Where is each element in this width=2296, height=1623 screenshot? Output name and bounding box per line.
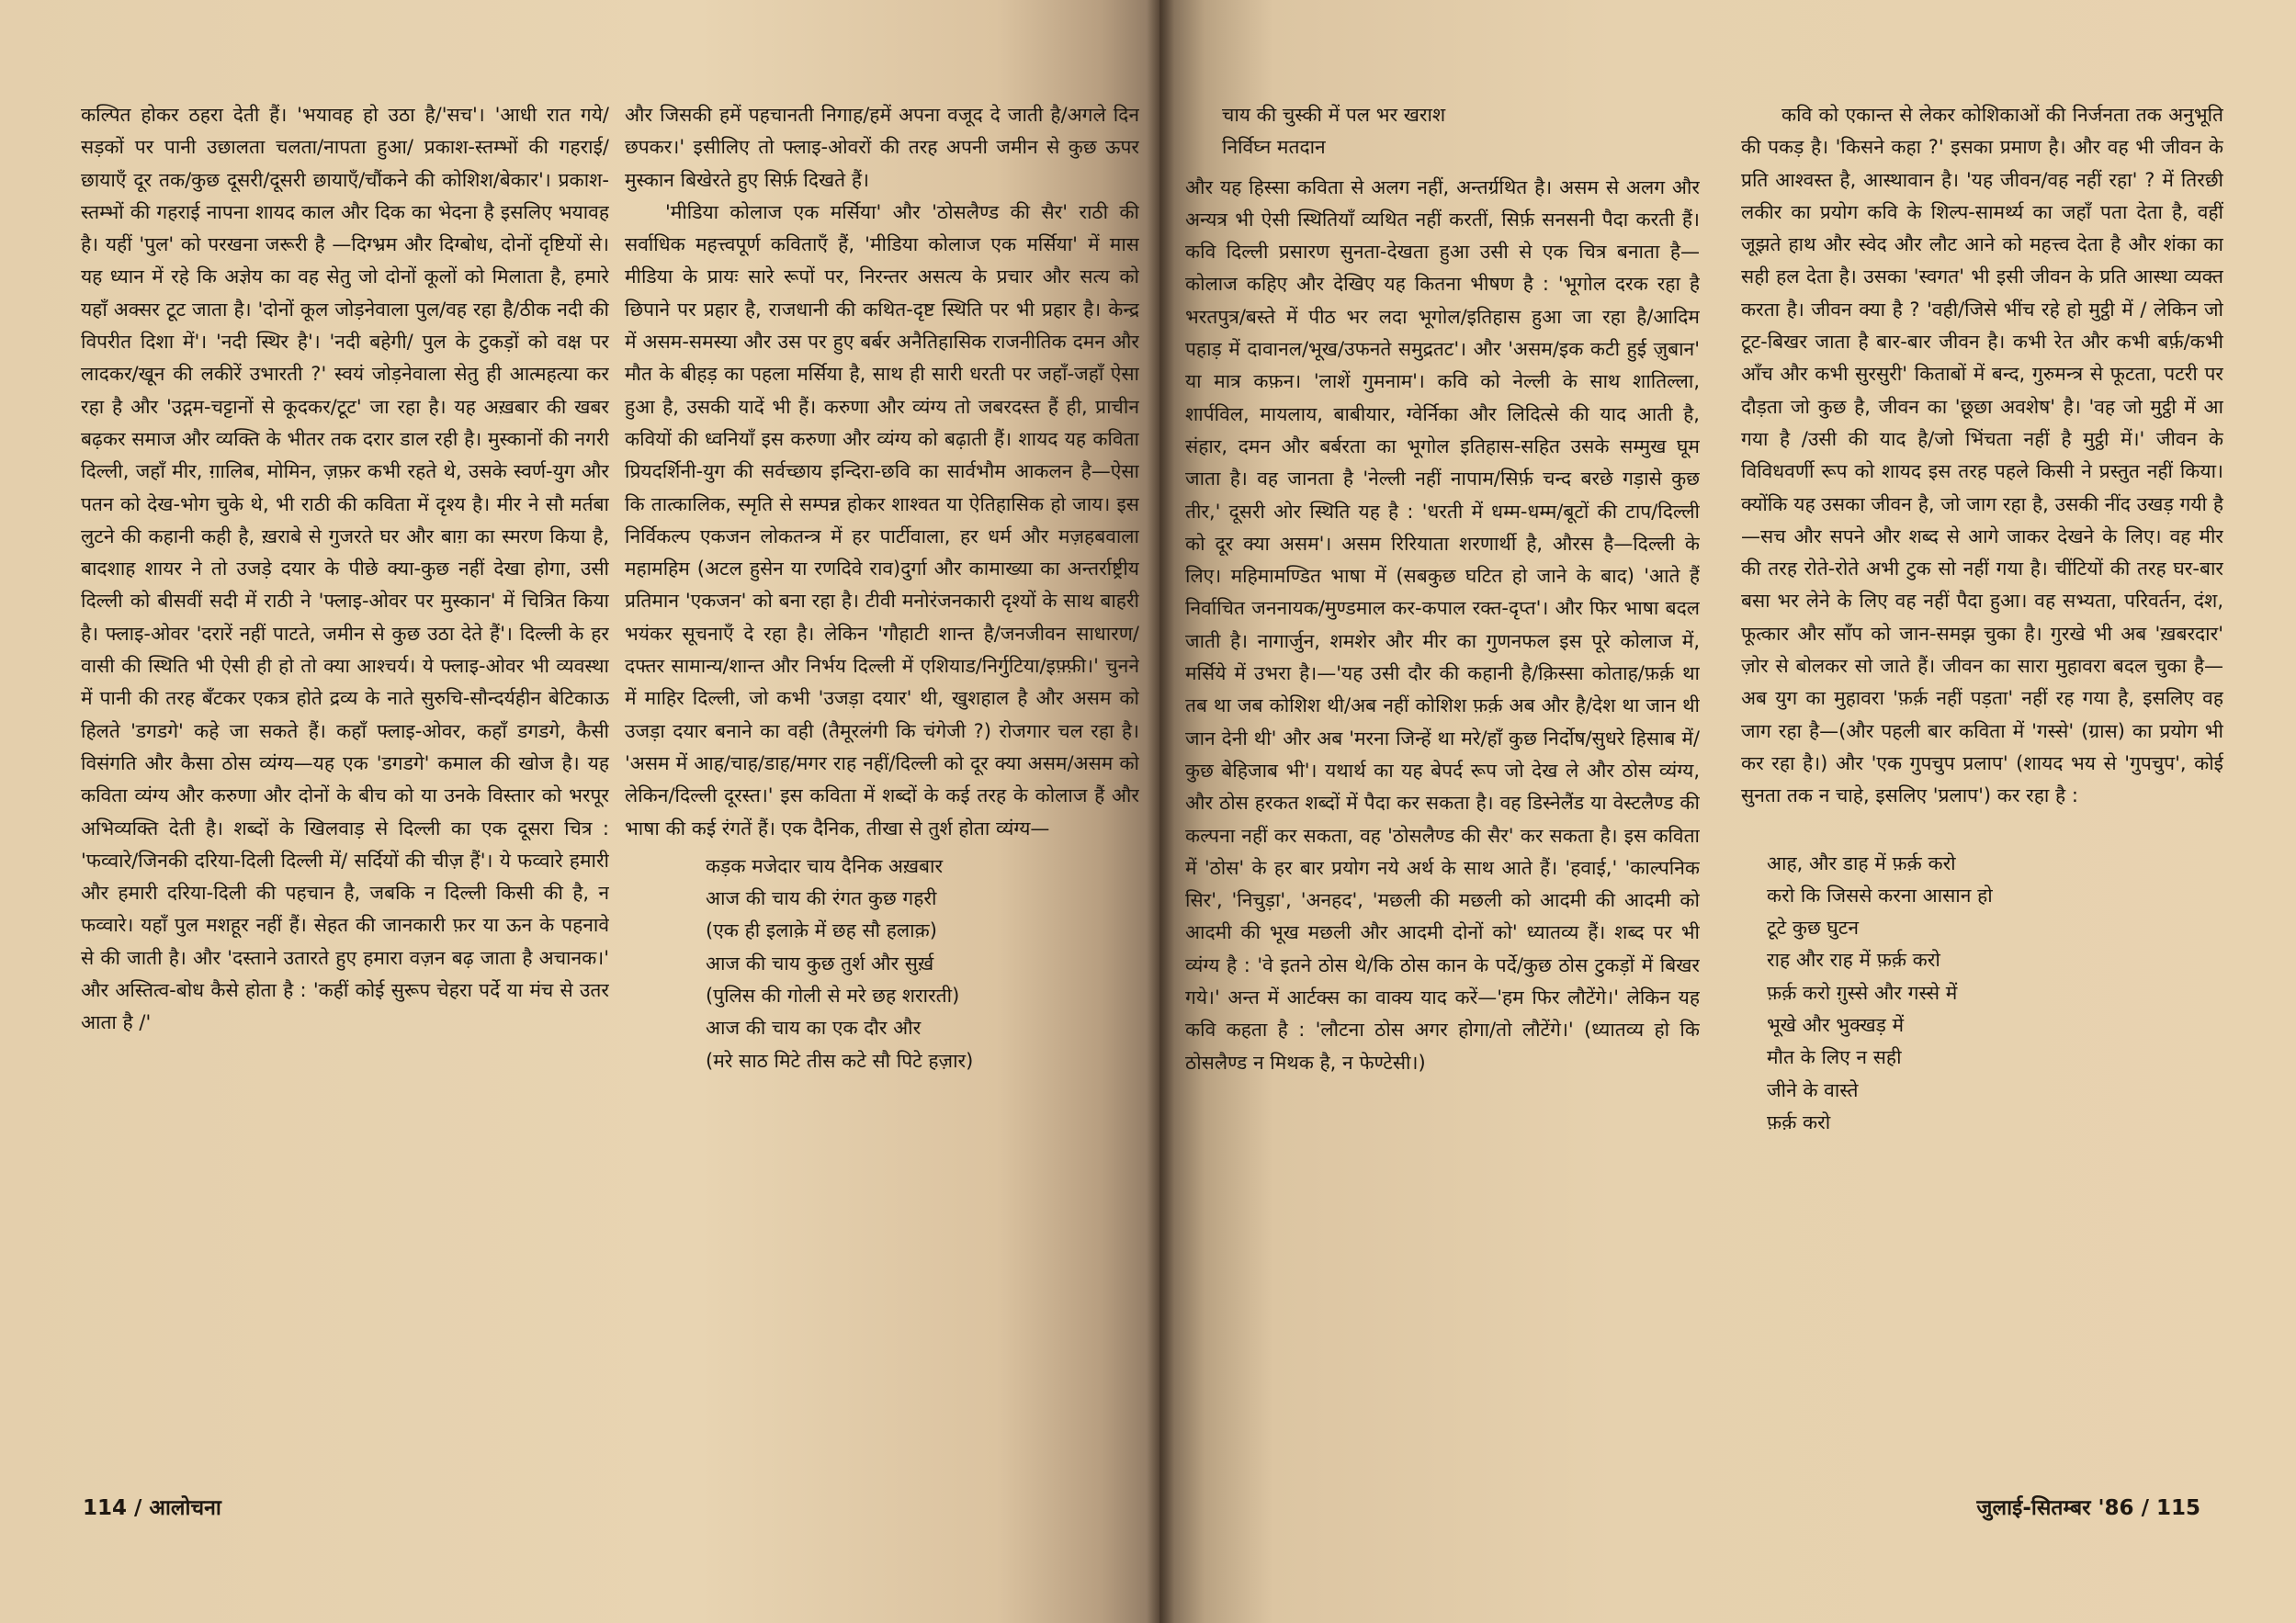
book-gutter	[1147, 0, 1174, 1623]
poem-line: आज की चाय की रंगत कुछ गहरी	[706, 887, 937, 910]
left-column-1	[81, 99, 609, 1477]
poem-line: (एक ही इलाक़े में छह सौ हलाक़)	[706, 919, 937, 942]
poem-line: आज की चाय कुछ तुर्श और सुर्ख़	[706, 952, 934, 975]
page-number-right: जुलाई-सितम्बर '86 / 115	[1976, 1496, 2200, 1520]
poem-tea	[625, 851, 1139, 1077]
poem-line: निर्विघ्न मतदान	[1222, 136, 1326, 159]
paragraph: कल्पित होकर ठहरा देती हैं। 'भयावह हो उठा है/'सच'। 'आधी रात गये/ सड़कों पर पानी उछालता चलता/नापता हुआ/ प्रकाश-स्तम्भों की गहराई/ छायाएँ दूर तक/कुछ दूसरी/दूसरी छायाएँ/चौंकने की कोशिश/बेकार'। प्रकाश-स्तम्भों की गहराई नापना शायद काल और दिक का भेदना है इसलिए भयावह है। यहीं 'पुल' को परखना जरूरी है —दिग्भ्रम और दिग्बोध, दोनों दृष्टियों से। यह ध्यान में रहे कि अज्ञेय का वह सेतु जो दोनों कूलों को मिलाता है, हमारे यहाँ अक्सर टूट जाता है। 'दोनों कूल जोड़नेवाला पुल/वह रहा है/ठीक नदी की विपरीत दिशा में'। 'नदी स्थिर है'। 'नदी बहेगी/ पुल के टुकड़ों को वक्ष पर लादकर/खून की लकीरें उभारती ?' स्वयं जोड़नेवाला सेतु ही आत्महत्या कर रहा है और 'उद्गम-चट्टानों से कूदकर/टूट' जा रहा है। यह अख़बार की खबर बढ़कर समाज और व्यक्ति के भीतर तक दरार डाल रही है। मुस्कानों की नगरी दिल्ली, जहाँ मीर, ग़ालिब, मोमिन, ज़फ़र कभी रहते थे, उसके स्वर्ण-युग और पतन को देख-भोग चुके थे, भी राठी की कविता में दृश्य है। मीर ने सौ मर्तबा लुटने की कहानी कही है, ख़राबे से गुजरते घर और बाग़ का स्मरण किया है, बादशाह शायर ने तो उजड़े दयार के पीछे क्या-कुछ नहीं देखा होगा, उसी दिल्ली को बीसवीं सदी में राठी ने 'फ्लाइ-ओवर पर मुस्कान' में चित्रित किया है। फ्लाइ-ओवर 'दरारें नहीं पाटते, जमीन से कुछ उठा देते हैं'। दिल्ली के हर वासी की स्थिति भी ऐसी ही हो तो क्या आश्चर्य। ये फ्लाइ-ओवर भी व्यवस्था में पानी की तरह बँटकर एकत्र होते द्रव्य के नाते सुरुचि-सौन्दर्यहीन बेटिकाऊ हिलते 'डगडगे' कहे जा सकते हैं। कहाँ फ्लाइ-ओवर, कहाँ डगडगे, कैसी विसंगति और कैसा ठोस व्यंग्य—यह एक 'डगडगे' कमाल की खोज है। यह कविता व्यंग्य और करुणा और दोनों के बीच को या उनके विस्तार को भरपूर अभिव्यक्ति देती है। शब्दों के खिलवाड़ से दिल्ली का एक दूसरा चित्र : 'फव्वारे/जिनकी दरिया-दिली दिल्ली में/ सर्दियों की चीज़ हैं'। ये फव्वारे हमारी और हमारी दरिया-दिली की पहचान है, जबकि न दिल्ली किसी की है, न फव्वारे। यहाँ पुल मशहूर नहीं हैं। सेहत की जानकारी फ़र या ऊन के पहनावे से की जाती है। और 'दस्ताने उतारते हुए हमारा वज़न बढ़ जाता है अचानक।' और अस्तित्व-बोध कैसे होता है : 'कहीं कोई सुरूप चेहरा पर्दे या मंच से उतर आता है /'	[81, 104, 609, 1034]
poem-line: राह और राह में फ़र्क़ करो	[1767, 949, 1940, 972]
poem-line: जीने के वास्ते	[1767, 1078, 1859, 1101]
poem-line: करो कि जिससे करना आसान हो	[1767, 884, 1993, 907]
poem-line: फ़र्क़ करो ग़ुस्से और गस्से में	[1767, 981, 1958, 1004]
poem-line: आह, और डाह में फ़र्क़ करो	[1767, 851, 1956, 874]
poem-line: (पुलिस की गोली से मरे छह शरारती)	[706, 985, 960, 1008]
left-column-2	[625, 99, 1139, 1477]
poem-difference	[1741, 848, 2223, 1140]
paragraph: 'मीडिया कोलाज एक मर्सिया' और 'ठोसलैण्ड की सैर' राठी की सर्वाधिक महत्त्वपूर्ण कविताएँ हैं, 'मीडिया कोलाज एक मर्सिया' में मास मीडिया के प्रायः सारे रूपों पर, निरन्तर असत्य के प्रचार और सत्य को छिपाने पर प्रहार है, राजधानी की कथित-दृष्ट स्थिति पर भी प्रहार है। केन्द्र में असम-समस्या और उस पर हुए बर्बर अनैतिहासिक राजनीतिक दमन और मौत के बीहड़ का पहला मर्सिया है, साथ ही सारी धरती पर जहाँ-जहाँ ऐसा हुआ है, उसकी यादें भी हैं। करुणा और व्यंग्य तो जबरदस्त हैं ही, प्राचीन कवियों की ध्वनियाँ इस करुणा और व्यंग्य को बढ़ाती हैं। शायद यह कविता प्रियदर्शिनी-युग की सर्वच्छाय इन्दिरा-छवि का सार्वभौम आकलन है—ऐसा कि तात्कालिक, स्मृति से सम्पन्न होकर शाश्वत या ऐतिहासिक हो जाय। इस निर्विकल्प एकजन लोकतन्त्र में हर पार्टीवाला, हर धर्म और मज़हबवाला महामहिम (अटल हुसेन या रणदिवे राव)दुर्गा और कामाख्या का अन्तर्राष्ट्रीय प्रतिमान 'एकजन' को बना रहा है। टीवी मनोरंजनकारी दृश्यों के साथ बाहरी भयंकर सूचनाएँ दे रहा है। लेकिन 'गौहाटी शान्त है/जनजीवन साधारण/दफ्तर सामान्य/शान्त और निर्भय दिल्ली में एशियाड/निर्गुटिया/इफ़्फ़ी।' चुनने में माहिर दिल्ली, जो कभी 'उजड़ा दयार' थी, खुशहाल है और असम को उजड़ा दयार बनाने का वही (तैमूरलंगी कि चंगेजी ?) रोजगार चल रहा है। 'असम में आह/चाह/डाह/मगर राह नहीं/दिल्ली को दूर क्या असम/असम को लेकिन/दिल्ली दूरस्त।' इस कविता में शब्दों के कई तरह के कोलाज हैं और भाषा की कई रंगतें हैं। एक दैनिक, तीखा से तुर्श होता व्यंग्य—	[625, 200, 1139, 840]
paragraph: और जिसकी हमें पहचानती निगाह/हमें अपना वजूद दे जाती है/अगले दिन छपकर।' इसीलिए तो फ्लाइ-ओवरों की तरह अपनी जमीन से कुछ ऊपर मुस्कान बिखेरते हुए सिर्फ़ दिखते हैं।	[625, 104, 1139, 191]
poem-line: फ़र्क़ करो	[1767, 1110, 1831, 1133]
poem-line: (मरे साठ मिटे तीस कटे सौ पिटे हज़ार)	[706, 1049, 974, 1072]
poem-line: मौत के लिए न सही	[1767, 1046, 1902, 1069]
right-column-1	[1185, 99, 1700, 1477]
poem-line: कड़क मजेदार चाय दैनिक अख़बार	[706, 854, 944, 877]
right-page	[1159, 0, 2296, 1623]
paragraph: कवि को एकान्त से लेकर कोशिकाओं की निर्जनता तक अनुभूति की पकड़ है। 'किसने कहा ?' इसका प्रमाण है। और वह भी जीवन के प्रति आश्वस्त है, आस्थावान है। 'यह जीवन/वह नहीं रहा' ? में तिरछी लकीर का प्रयोग कवि के शिल्प-सामर्थ्य का जहाँ पता देता है, वहीं जूझते हाथ और स्वेद और लौट आने को महत्त्व देता है और शंका का सही हल देता है। उसका 'स्वगत' भी इसी जीवन के प्रति आस्था व्यक्त करता है। जीवन क्या है ? 'वही/जिसे भींच रहे हो मुट्ठी में / लेकिन जो टूट-बिखर जाता है बार-बार जीवन है। कभी रेत और कभी बर्फ़/कभी आँच और कभी सुरसुरी' किताबों में बन्द, गुरुमन्त्र से फूटता, पटरी पर दौड़ता जो कुछ है, जीवन का 'छूछा अवशेष' है। 'वह जो मुट्ठी में आ गया है /उसी की याद है/जो भिंचता नहीं है मुट्ठी में।' जीवन के विविधवर्णी रूप को शायद इस तरह पहले किसी ने प्रस्तुत नहीं किया। क्योंकि यह उसका जीवन है, जो जाग रहा है, उसकी नींद उखड़ गयी है—सच और सपने और शब्द से आगे जाकर देखने के लिए। वह मीर की तरह रोते-रोते अभी टुक सो नहीं गया है। चींटियों की तरह घर-बार बसा भर लेने के लिए वह नहीं पैदा हुआ। वह सभ्यता, परिवर्तन, दंश, फूत्कार और साँप को जान-समझ चुका है। गुरखे भी अब 'ख़बरदार' ज़ोर से बोलकर सो जाते हैं। जीवन का सारा मुहावरा बदल चुका है—अब युग का मुहावरा 'फ़र्क़ नहीं पड़ता' नहीं रह गया है, इसलिए वह जाग रहा है—(और पहली बार कविता में 'गस्से' (ग्रास) का प्रयोग भी कर रहा है।) और 'एक गुपचुप प्रलाप' (शायद भय से 'गुपचुप', कोई सुनता तक न चाहे, इसलिए 'प्रलाप') कर रहा है :	[1741, 104, 2223, 807]
poem-line: भूखे और भुक्खड़ में	[1767, 1014, 1905, 1037]
paragraph: और यह हिस्सा कविता से अलग नहीं, अन्तर्ग्रथित है। असम से अलग और अन्यत्र भी ऐसी स्थितियाँ व्यथित नहीं करतीं, सिर्फ़ सनसनी पैदा करती हैं। कवि दिल्ली प्रसारण सुनता-देखता हुआ उसी से एक चित्र बनाता है—कोलाज कहिए और देखिए यह कितना भीषण है : 'भूगोल दरक रहा है भरतपुत्र/बस्ते में पीठ भर लदा भूगोल/इतिहास हुआ जा रहा है/आदिम पहाड़ में दावानल/भूख/उफनते समुद्रतट'। और 'असम/इक कटी हुई ज़ुबान' या मात्र कफ़न। 'लाशें गुमनाम'। कवि को नेल्ली के साथ शातिल्ला, शार्पविल, मायलाय, बाबीयार, ग्वेर्निका और लिदित्से की याद आती है, संहार, दमन और बर्बरता का भूगोल इतिहास-सहित उसके सम्मुख घूम जाता है। वह जानता है 'नेल्ली नहीं नापाम/सिर्फ़ चन्द बरछे गड़ासे कुछ तीर,' दूसरी ओर स्थिति यह है : 'धरती में धम्म-धम्म/बूटों की टाप/दिल्ली को दूर क्या असम'। असम रिरियाता शरणार्थी है, औरस है—दिल्ली के लिए। महिमामण्डित भाषा में (सबकुछ घटित हो जाने के बाद) 'आते हैं निर्वाचित जननायक/मुण्डमाल कर-कपाल रक्त-दृप्त'। और फिर भाषा बदल जाती है। नागार्जुन, शमशेर और मीर का गुणनफल इस पूरे कोलाज में, मर्सिये में उभरा है।—'यह उसी दौर की कहानी है/क़िस्सा कोताह/फ़र्क़ था तब था जब कोशिश थी/अब नहीं कोशिश फ़र्क़ अब और है/देश था जान थी जान देनी थी' और अब 'मरना जिन्हें था मरे/हाँ कुछ निर्दोष/सुधरे हिसाब में/कुछ बेहिजाब भी'। यथार्थ का यह बेपर्द रूप जो देख ले और ठोस व्यंग्य, और ठोस हरकत शब्दों में पैदा कर सकता है। वह डिस्नेलैंड या वेस्टलैण्ड की कल्पना नहीं कर सकता, वह 'ठोसलैण्ड की सैर' कर सकता है। इस कविता में 'ठोस' के हर बार प्रयोग नये अर्थ के साथ आते हैं। 'हवाई,' 'काल्पनिक सिर', 'निचुड़ा', 'अनहद', 'मछली की मछली को आदमी की आदमी को आदमी की भूख मछली और आदमी दोनों को' ध्यातव्य हैं। शब्द पर भी व्यंग्य है : 'वे इतने ठोस थे/कि ठोस कान के पर्दे/कुछ ठोस टुकड़ों में बिखर गये।' अन्त में आर्टक्स का वाक्य याद करें—'हम फिर लौटेंगे।' लेकिन यह कवि कहता है : 'लौटना ठोस अगर होगा/तो लौटेंगे।' (ध्यातव्य हो कि ठोसलैण्ड न मिथक है, न फेण्टेसी।)	[1185, 175, 1700, 1074]
poem-tea-continued	[1185, 99, 1700, 164]
poem-line: चाय की चुस्की में पल भर खराश	[1222, 104, 1446, 126]
right-column-2	[1741, 99, 2223, 1477]
poem-line: आज की चाय का एक दौर और	[706, 1017, 922, 1040]
page-number-left: 114 / आलोचना	[83, 1496, 221, 1520]
poem-line: टूटे कुछ घुटन	[1767, 917, 1860, 940]
